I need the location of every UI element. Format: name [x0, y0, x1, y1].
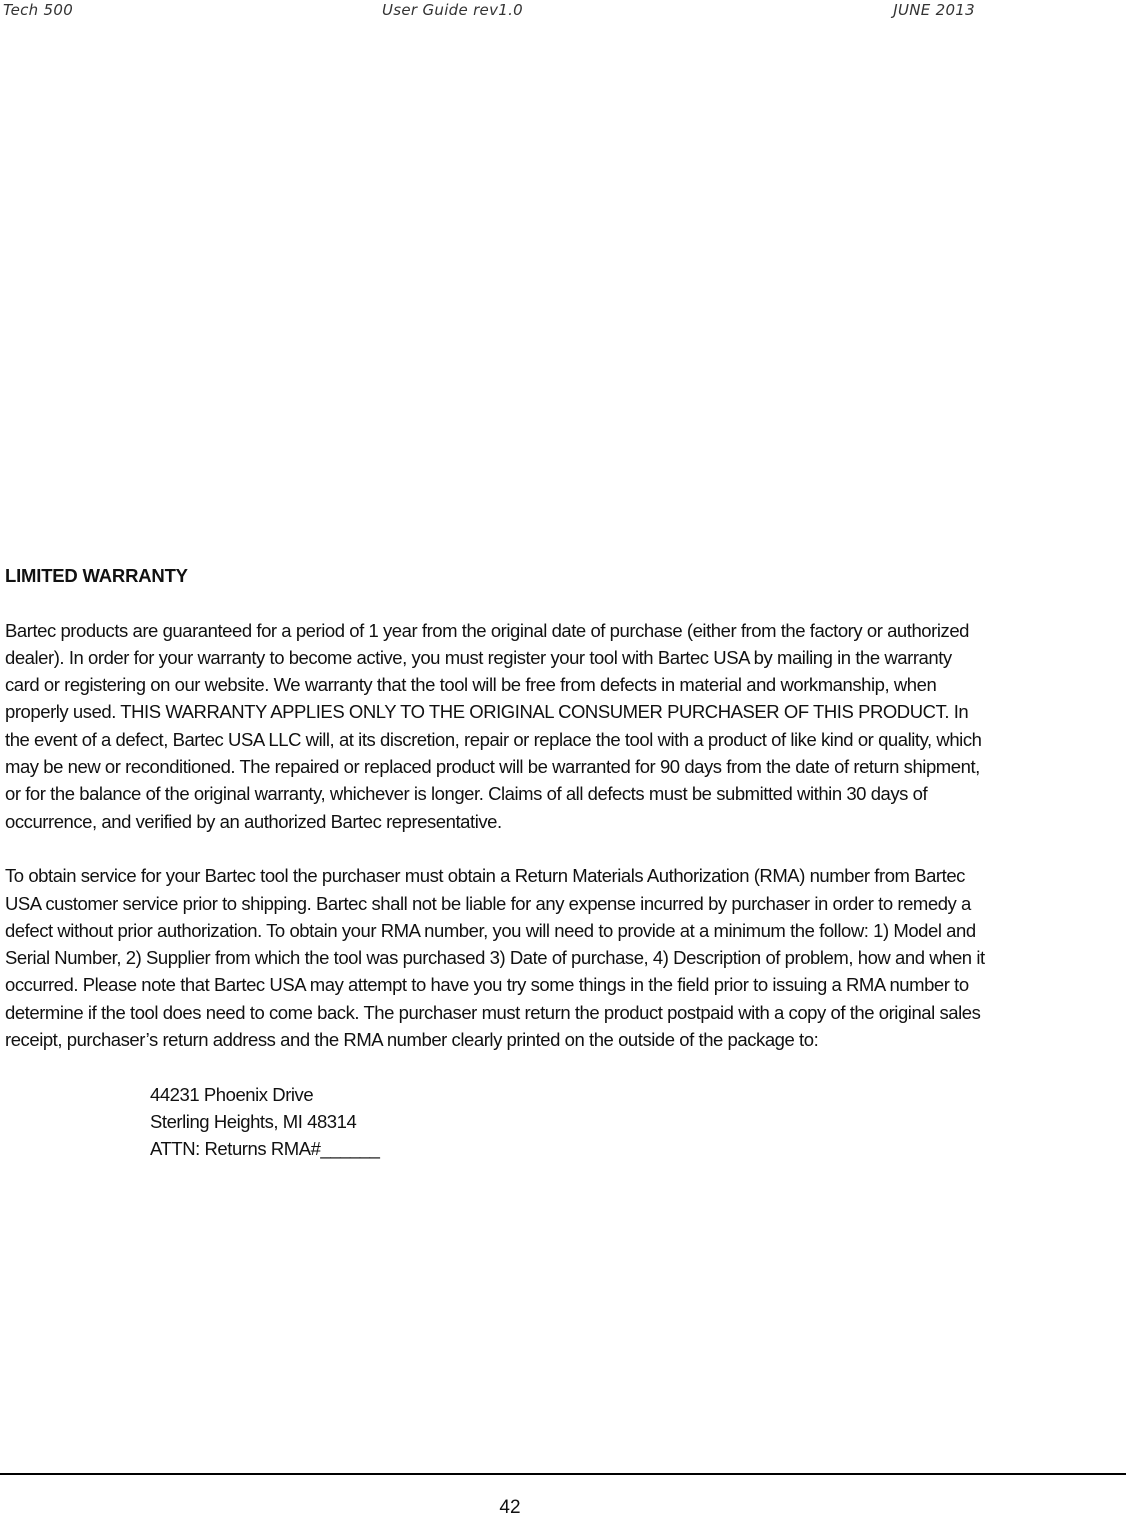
address-city: Sterling Heights, MI 48314	[150, 1110, 357, 1132]
return-address	[150, 1081, 990, 1163]
warranty-section	[5, 562, 990, 1163]
header-date: JUNE 2013	[893, 1, 975, 19]
header-product-name: Tech 500	[3, 1, 74, 19]
address-street: 44231 Phoenix Drive	[150, 1083, 314, 1105]
warranty-paragraph-rma: To obtain service for your Bartec tool the purchaser must obtain a Return Materials Authorization (RMA) number from Bartec USA customer service prior to shipping. Bartec shall not be liable for any expense incurred by purchaser in order to remedy a defect without prior authorization. To obtain your RMA number, you will need to provide at a minimum the follow: 1) Model and Serial Number, 2) Supplier from which the tool was purchased 3) Date of purchase, 4) Description of problem, how and when it occurred. Please note that Bartec USA may attempt to have you try some things in the field prior to issuing a RMA number to determine if the tool does need to come back. The purchaser must return the product postpaid with a copy of the original sales receipt, purchaser’s return address and the RMA number clearly printed on the outside of the package to:	[5, 865, 985, 1051]
address-attn: ATTN: Returns RMA#______	[150, 1138, 380, 1160]
page-number: 42	[499, 1497, 521, 1518]
running-header	[0, 0, 975, 22]
footer-divider	[0, 1473, 1126, 1475]
warranty-title: LIMITED WARRANTY	[5, 565, 188, 586]
header-document-title: User Guide rev1.0	[382, 1, 524, 19]
warranty-paragraph-terms: Bartec products are guaranteed for a period of 1 year from the original date of purchase (either from the factory or authorized dealer). In order for your warranty to become active, you must register your tool with Bartec USA by mailing in the warranty card or registering on our website. We warranty that the tool will be free from defects in material and workmanship, when properly used. THIS WARRANTY APPLIES ONLY TO THE ORIGINAL CONSUMER PURCHASER OF THIS PRODUCT. In the event of a defect, Bartec USA LLC will, at its discretion, repair or replace the tool with a product of like kind or quality, which may be new or reconditioned. The repaired or replaced product will be warranted for 90 days from the date of return shipment, or for the balance of the original warranty, whichever is longer. Claims of all defects must be submitted within 30 days of occurrence, and verified by an authorized Bartec representative.	[5, 619, 982, 832]
